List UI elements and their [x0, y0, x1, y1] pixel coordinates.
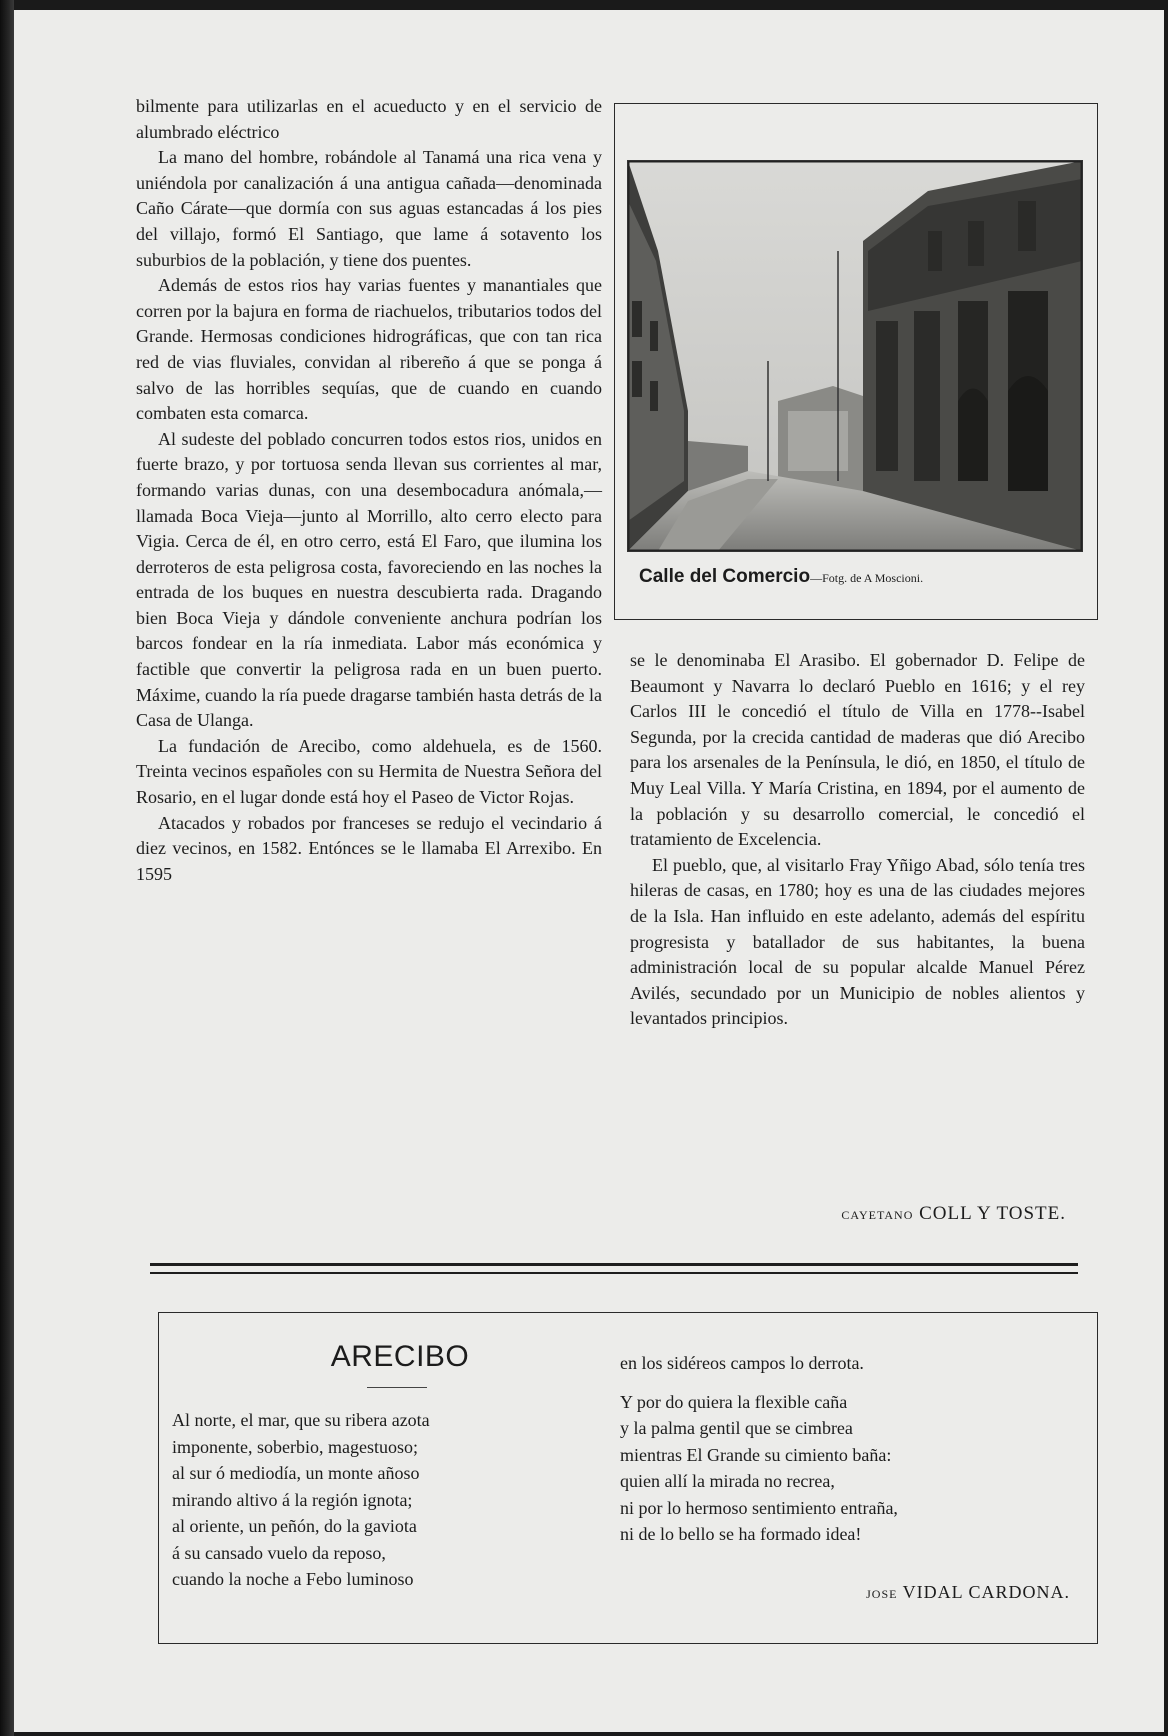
article-paragraph: se le denominaba El Arasibo. El gobernador D. Felipe de Beaumont y Navarra lo declaró Pueblo en 1616; y el rey Carlos III le concedió el título de Villa en 1778--Isabel Segunda, por la crecida cantidad de maderas que dió Arecibo para los arsenales de la Península, le dió, en 1850, el título de Muy Leal Villa. Y María Cristina, en 1894, por el aumento de la población y su desarrollo comercial, le concedió el tratamiento de Excelencia. [630, 650, 1085, 850]
article-paragraph: Además de estos rios hay varias fuentes y manantiales que corren por la bajura en forma de riachuelos, tributarios todos del Grande. Hermosas condiciones hidrográficas, que con tan rica red de vias fluviales, convidan al ribereño á que se ponga á salvo de las horribles sequías, que de cuando en cuando combaten esta comarca. [136, 275, 602, 424]
poem-line: y la palma gentil que se cimbrea [620, 1418, 853, 1438]
section-divider-bottom [150, 1272, 1078, 1274]
poem-line: Y por do quiera la flexible caña [620, 1391, 848, 1412]
poem-title: ARECIBO [330, 1340, 470, 1373]
poem-signature-first-name: JOSE [866, 1587, 898, 1601]
section-divider-top [150, 1263, 1078, 1266]
article-paragraph: La fundación de Arecibo, como aldehuela, es de 1560. Treinta vecinos españoles con su Hermita de Nuestra Señora del Rosario, en el lugar donde está hoy el Paseo de Victor Rojas. [136, 735, 602, 808]
signature-first-name: CAYETANO [841, 1208, 914, 1222]
article-paragraph: Al sudeste del poblado concurren todos estos rios, unidos en fuerte brazo, y por tortuosa senda llevan sus corrientes al mar, formando varias dunas, con una desembocadura anómala,—llamada Boca Vieja—junto al Morrillo, alto cerro electo para Vigia. Cerca de él, en otro cerro, está El Faro, que ilumina los derroteros de esta peligrosa costa, favoreciendo en las noches la entrada de los buques en nuestra descubierta rada. Dragando bien Boca Vieja y dándole conveniente anchura podrían los barcos fondear en la ría inmediata. Labor más económica y factible que convertir la peligrosa rada en un buen puerto. Máxime, cuando la ría puede dragarse también hasta detrás de la Casa de Ulanga. [136, 428, 602, 731]
poem-signature-surname: VIDAL CARDONA. [902, 1582, 1070, 1602]
photo-caption [639, 566, 1079, 588]
article-left-column [136, 94, 602, 887]
poem-line: cuando la noche a Febo luminoso [172, 1569, 414, 1589]
poem-signature [740, 1582, 1070, 1603]
poem-line: ni de lo bello se ha formado idea! [620, 1524, 862, 1544]
article-paragraph: bilmente para utilizarlas en el acueducto y en el servicio de alumbrado eléctrico [136, 96, 602, 142]
poem-line: mirando altivo á la región ignota; [172, 1489, 413, 1510]
stanza-break [620, 1377, 1020, 1389]
poem-title-rule [367, 1387, 427, 1388]
article-right-column [630, 648, 1085, 1032]
poem-line: Al norte, el mar, que su ribera azota [172, 1410, 430, 1430]
poem-line: al sur ó mediodía, un monte añoso [172, 1463, 420, 1483]
photo-credit: —Fotg. de A Moscioni. [810, 571, 924, 585]
article-paragraph: La mano del hombre, robándole al Tanamá una rica vena y uniéndola por canalización á una antigua cañada—denominada Caño Cárate—que dormía con sus aguas estancadas á los pies del villajo, formó El Santiago, que lame á sotavento los suburbios de la población, y tiene dos puentes. [136, 147, 602, 270]
poem-line: al oriente, un peñón, do la gaviota [172, 1516, 417, 1536]
poem-line: ni por lo hermoso sentimiento entraña, [620, 1497, 898, 1518]
photo-frame [614, 103, 1098, 620]
article-paragraph: Atacados y robados por franceses se redujo el vecindario á diez vecinos, en 1582. Entónces se le llamaba El Arrexibo. En 1595 [136, 812, 602, 884]
poem-line: quien allí la mirada no recrea, [620, 1471, 835, 1491]
article-paragraph: El pueblo, que, al visitarlo Fray Yñigo Abad, sólo tenía tres hileras de casas, en 1780; hoy es una de las ciudades mejores de la Isla. Han influido en este adelanto, además del espíritu progresista y batallador de sus habitantes, la buena administración local de su popular alcalde Manuel Pérez Avilés, secundado por un Municipio de nobles alientos y levantados principios. [630, 854, 1085, 1029]
street-photo [627, 160, 1083, 552]
poem-line: imponente, soberbio, magestuoso; [172, 1436, 418, 1457]
street-photo-image [628, 161, 1082, 551]
article-signature [760, 1203, 1066, 1225]
signature-surname: COLL Y TOSTE. [919, 1203, 1066, 1224]
photo-caption-title: Calle del Comercio [639, 566, 811, 587]
poem-right-column [620, 1350, 1020, 1548]
book-spine [0, 0, 14, 1736]
poem-line: mientras El Grande su cimiento baña: [620, 1444, 892, 1465]
poem-left-column [172, 1407, 592, 1593]
poem-line: á su cansado vuelo da reposo, [172, 1542, 386, 1563]
poem-line: en los sidéreos campos lo derrota. [620, 1353, 864, 1373]
